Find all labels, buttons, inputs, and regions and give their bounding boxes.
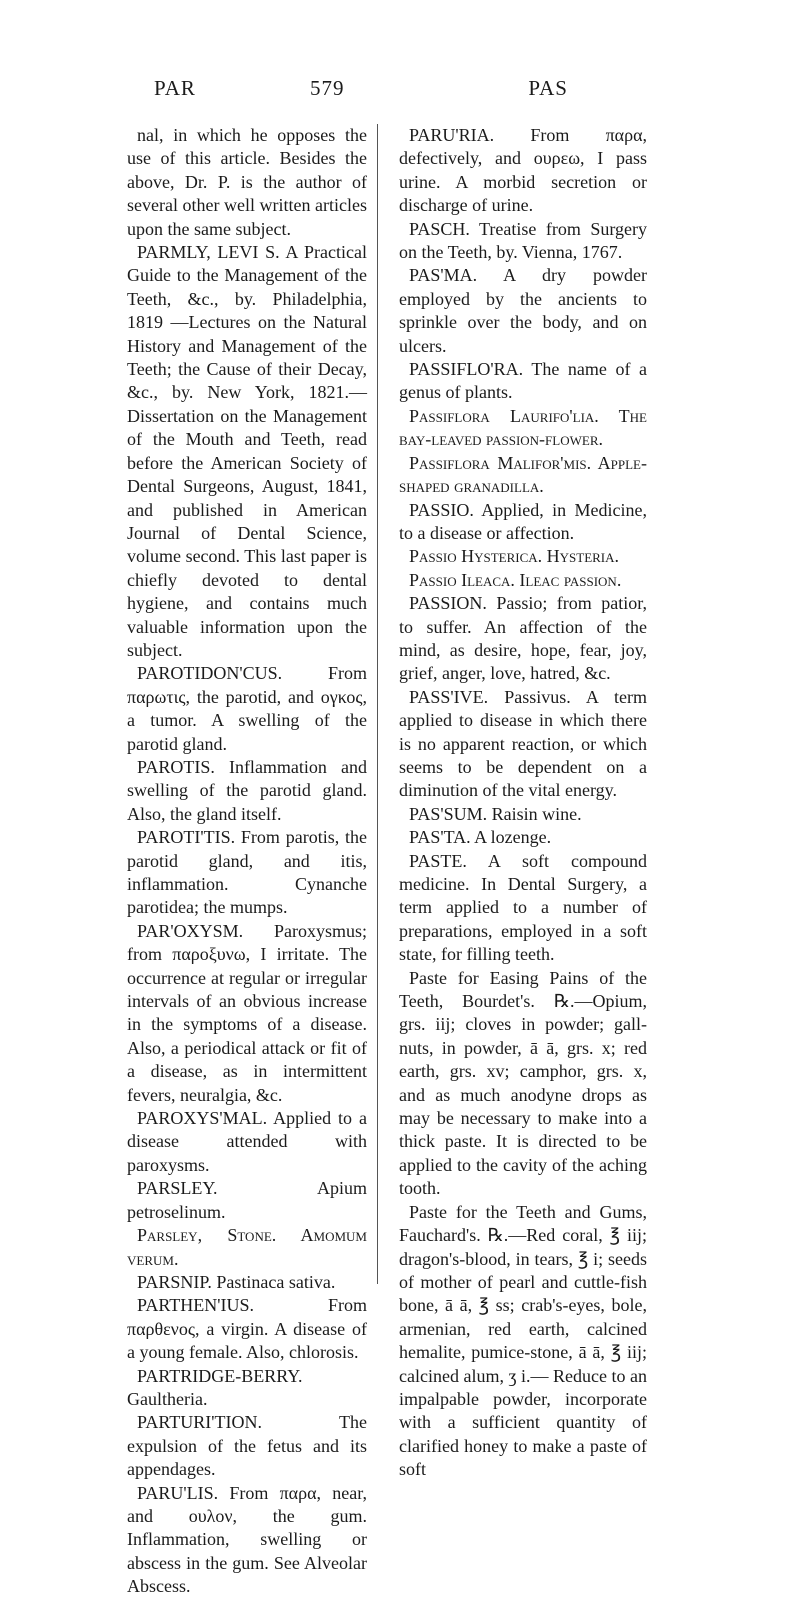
entry-parotis: PAROTIS. Inflammation and swelling of the parotid gland. Also, the gland itself.	[127, 756, 367, 824]
entry-passum: PAS'SUM. Raisin wine.	[409, 803, 582, 824]
entry-pasch: PASCH. Treatise from Surgery on the Teeth, by. Vienna, 1767.	[399, 218, 647, 263]
entry-continuation: nal, in which he opposes the use of this article. Besides the above, Dr. P. is the author of several other well written articles upon the same subject.	[127, 125, 367, 239]
left-column	[127, 124, 367, 1599]
entry-parmly: PARMLY, LEVI S. A Practical Guide to the Management of the Teeth, &c., by. Philadelphia, 1819 —Lectures on the Natural History and Management of the Teeth; the Cause of their Decay, &c., by. New York, 1821.— Dissertation on the Management of the Mouth and Teeth, read before the American Society of Dental Surgeons, August, 1841, and published in American Journal of Dental Science, volume second. This last paper is chiefly devoted to dental hygiene, and contains much valuable information upon the subject.	[127, 242, 367, 660]
entry-partridge-berry: PARTRIDGE-BERRY. Gaultheria.	[127, 1365, 303, 1409]
entry-pasta: PAS'TA. A lozenge.	[409, 827, 552, 848]
entry-passiflora: PASSIFLO'RA. The name of a genus of plants.	[399, 359, 647, 403]
entry-parsley-stone: Parsley, Stone. Amomum verum.	[127, 1225, 367, 1269]
entry-paruria: PARU'RIA. From παρα, defectively, and ουρεω, I pass urine. A morbid secretion or discharge of urine.	[399, 125, 647, 216]
entry-passion: PASSION. Passio; from patior, to suffer. An affection of the mind, as desire, hope, fear, joy, grief, anger, love, hatred, &c.	[399, 593, 647, 684]
entry-passiflora-laurifolia: Passiflora Laurifo'lia. The bay-leaved passion-flower.	[399, 405, 647, 450]
entry-passio-ileaca: Passio Ileaca. Ileac passion.	[409, 569, 622, 590]
entry-parturition: PARTURI'TION. The expulsion of the fetus and its appendages.	[127, 1412, 367, 1480]
header-left-guideword: PAR	[154, 76, 196, 100]
page-number: 579	[310, 76, 345, 100]
header-right-guideword: PAS	[528, 76, 568, 100]
entry-pasma: PAS'MA. A dry powder employed by the ancients to sprinkle over the body, and on ulcers.	[399, 265, 647, 356]
entry-parsley: PARSLEY. Apium petroselinum.	[127, 1178, 367, 1222]
entry-passio: PASSIO. Applied, in Medicine, to a disease or affection.	[399, 499, 647, 543]
entry-passiflora-maliformis: Passiflora Malifor'mis. Apple-shaped granadilla.	[399, 452, 647, 497]
entry-parsnip: PARSNIP. Pastinaca sativa.	[137, 1271, 336, 1292]
entry-parotitis: PAROTI'TIS. From parotis, the parotid gland, and itis, inflammation. Cynanche parotidea; the mumps.	[127, 827, 367, 918]
entry-parotidoncus: PAROTIDON'CUS. From παρωτις, the parotid, and ογκος, a tumor. A swelling of the parotid gland.	[127, 663, 367, 754]
entry-parthenius: PARTHEN'IUS. From παρθενος, a virgin. A disease of a young female. Also, chlorosis.	[127, 1295, 367, 1363]
entry-paroxysm: PAR'OXYSM. Paroxysmus; from παροξυνω, I irritate. The occurrence at regular or irregular intervals of an obvious increase in the symptoms of a disease. Also, a periodical attack or fit of a disease, as in intermittent fevers, neuralgia, &c.	[127, 920, 367, 1105]
entry-parulis: PARU'LIS. From παρα, near, and ουλον, the gum. Inflammation, swelling or abscess in the gum. See Alveolar Abscess.	[127, 1482, 367, 1597]
entry-paste-bourdet: Paste for Easing Pains of the Teeth, Bourdet's. ℞.—Opium, grs. iij; cloves in powder; gall-nuts, in powder, ā ā, grs. x; red earth, grs. xv; camphor, grs. x, and as much anodyne drops as may be necessary to make into a thick paste. It is directed to be applied to the cavity of the aching tooth.	[399, 967, 647, 1199]
entry-paste: PASTE. A soft compound medicine. In Dental Surgery, a term applied to a number of preparations, employed in a soft state, for filling teeth.	[399, 850, 647, 965]
entry-passio-hysterica: Passio Hysterica. Hysteria.	[409, 546, 620, 567]
entry-paste-fauchard: Paste for the Teeth and Gums, Fauchard's. ℞.—Red coral, ℥ iij; dragon's-blood, in tears, ℥ i; seeds of mother of pearl and cuttle-fish bone, ā ā, ℥ ss; crab's-eyes, bole, armenian, red earth, calcined hemalite, pumice-stone, ā ā, ℥ iij; calcined alum, ʒ i.— Reduce to an impalpable powder, incorporate with a sufficient quantity of clarified honey to make a paste of soft	[399, 1201, 647, 1480]
right-column	[399, 124, 647, 1482]
entry-passive: PASS'IVE. Passivus. A term applied to disease in which there is no apparent reaction, or which seems to be dependent on a diminution of the vital energy.	[399, 686, 647, 801]
entry-paroxysmal: PAROXYS'MAL. Applied to a disease attended with paroxysms.	[127, 1108, 367, 1175]
column-divider	[377, 124, 378, 1284]
